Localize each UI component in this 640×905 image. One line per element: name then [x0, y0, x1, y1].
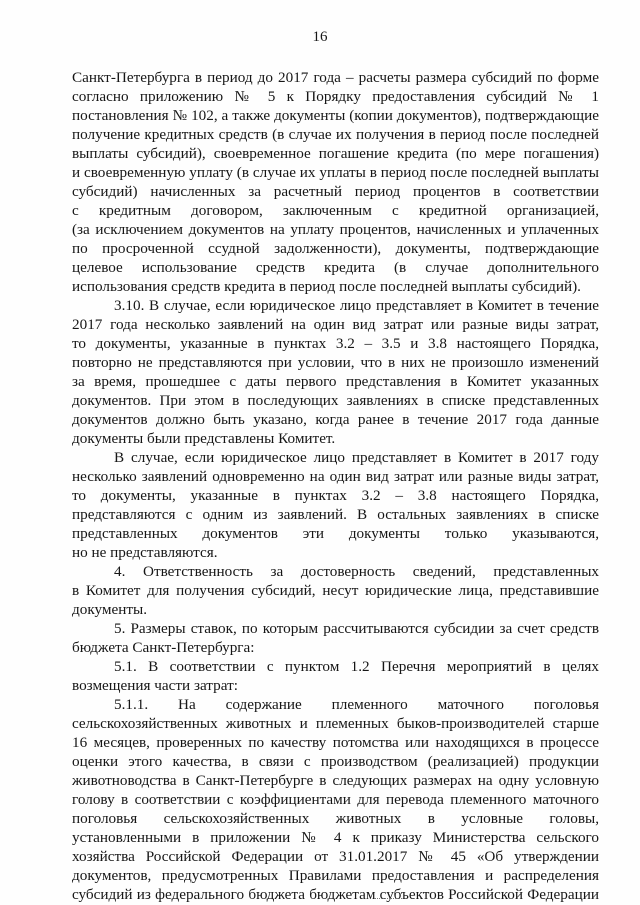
text-line: документов, предусмотренных Правилами предоставления и распределения	[72, 867, 599, 884]
text-line: и своевременную уплату (в случае их уплаты в период после последней выплаты	[72, 164, 599, 181]
section-3-10-start: 3.10. В случае, если юридическое лицо представляет в Комитет в течение	[114, 297, 599, 314]
text-line: (за исключением документов на уплату процентов, начисленных и уплаченных	[72, 221, 599, 238]
text-line: поголовья сельскохозяйственных животных в условные головы,	[72, 810, 599, 827]
text-line: оценки этого качества, в связи с производством (реализацией) продукции	[72, 753, 599, 770]
text-line: но не представляются.	[72, 544, 218, 561]
text-line: сельскохозяйственных животных и племенных быков-производителей старше	[72, 715, 599, 732]
text-line: хозяйства Российской Федерации от 31.01.2017 № 45 «Об утверждении	[72, 848, 599, 865]
scan-mark	[374, 898, 402, 899]
text-line: то документы, указанные в пунктах 3.2 – 3.8 настоящего Порядка,	[72, 487, 599, 504]
text-line: 2017 года несколько заявлений на один вид затрат или разные виды затрат,	[72, 316, 599, 333]
text-line: возмещения части затрат:	[72, 677, 238, 694]
text-line: представленных документов эти документы только указываются,	[72, 525, 599, 542]
section-5-start: 5. Размеры ставок, по которым рассчитываются субсидии за счет средств	[114, 620, 599, 637]
text-line: согласно приложению № 5 к Порядку предоставления субсидий № 1	[72, 88, 599, 105]
text-line: субсидий из федерального бюджета бюджетам субъектов Российской Федерации	[72, 886, 599, 903]
text-line: использования средств кредита в период после последней выплаты субсидий).	[72, 278, 581, 295]
section-5-1-start: 5.1. В соответствии с пунктом 1.2 Перечня мероприятий в целях	[114, 658, 599, 675]
text-line: Санкт-Петербурга в период до 2017 года – расчеты размера субсидий по форме	[72, 69, 599, 86]
text-line: документов. При этом в последующих заявлениях в списке представленных	[72, 392, 599, 409]
text-line: животноводства в Санкт-Петербурге в следующих размерах на одну условную	[72, 772, 599, 789]
text-line: то документы, указанные в пунктах 3.2 – 3.5 и 3.8 настоящего Порядка,	[72, 335, 599, 352]
text-line: 16 месяцев, проверенных по качеству потомства или находящихся в процессе	[72, 734, 599, 751]
text-line: повторно не представляются при условии, что в них не произошло изменений	[72, 354, 599, 371]
section-5-1-1-start: 5.1.1. На содержание племенного маточного поголовья	[114, 696, 599, 713]
text-line: за время, прошедшее с даты первого представления в Комитет указанных	[72, 373, 599, 390]
text-line: получение кредитных средств (в случае их получения в период после последней	[72, 126, 599, 143]
text-line: представляются с одним из заявлений. В остальных заявлениях в списке	[72, 506, 599, 523]
text-line: документы были представлены Комитет.	[72, 430, 336, 447]
page-number: 16	[312, 29, 328, 45]
text-line: субсидий) начисленных за расчетный период процентов в соответствии	[72, 183, 599, 200]
text-line: в Комитет для получения субсидий, несут юридические лица, представившие	[72, 582, 599, 599]
paragraph-start: В случае, если юридическое лицо представляет в Комитет в 2017 году	[114, 449, 599, 466]
section-4-start: 4. Ответственность за достоверность сведений, представленных	[114, 563, 599, 580]
text-line: голову в соответствии с коэффициентами для перевода племенного маточного	[72, 791, 599, 808]
text-line: документов должно быть указано, когда ранее в течение 2017 года данные	[72, 411, 599, 428]
text-line: постановления № 102, а также документы (копии документов), подтверждающие	[72, 107, 599, 124]
text-line: установленными в приложении № 4 к приказу Министерства сельского	[72, 829, 599, 846]
text-line: несколько заявлений одновременно на один вид затрат или разные виды затрат,	[72, 468, 599, 485]
text-line: выплаты субсидий), своевременное погашение кредита (по мере погашения)	[72, 145, 599, 162]
text-line: бюджета Санкт-Петербурга:	[72, 639, 255, 656]
text-line: документы.	[72, 601, 147, 618]
text-line: с кредитным договором, заключенным с кредитной организацией,	[72, 202, 599, 219]
text-line: целевое использование средств кредита (в случае дополнительного	[72, 259, 599, 276]
text-line: по просроченной ссудной задолженности), документы, подтверждающие	[72, 240, 599, 257]
